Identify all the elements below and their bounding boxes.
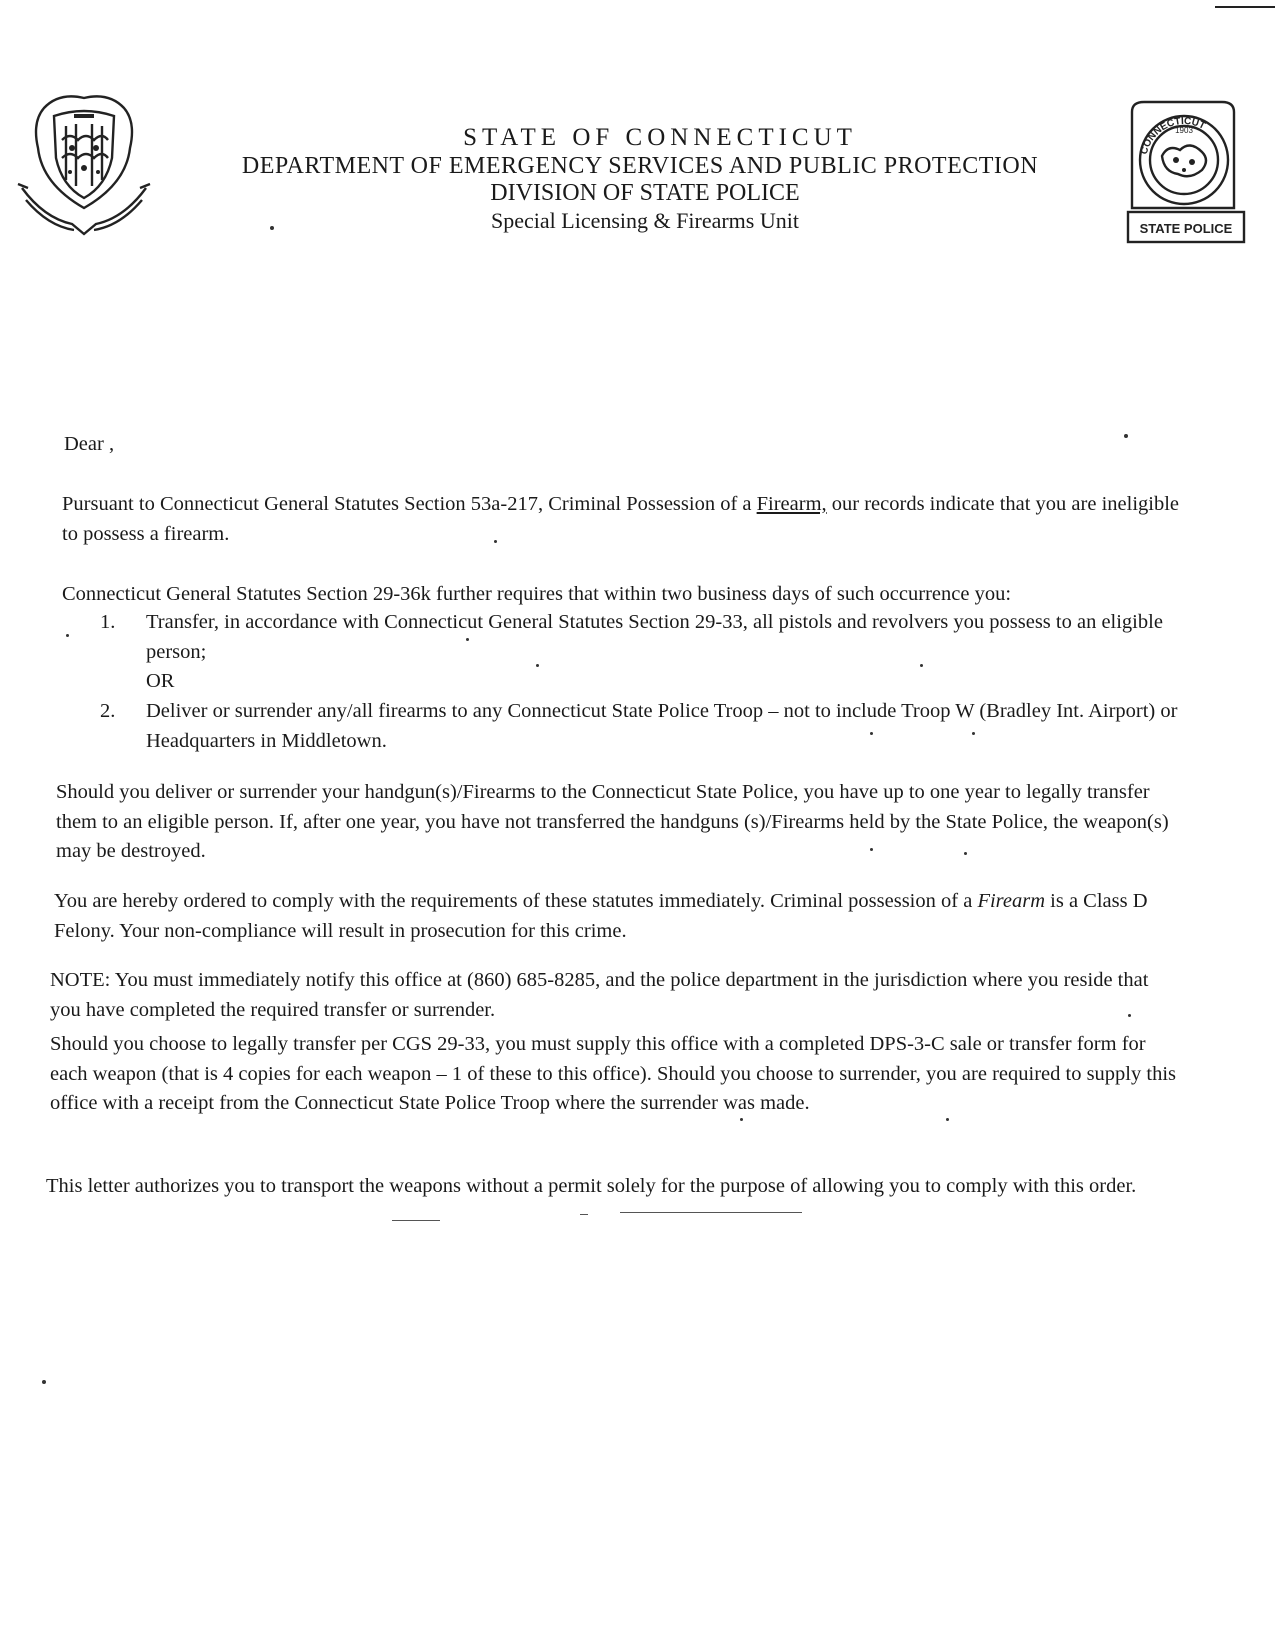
para1-pre: Pursuant to Connecticut General Statutes Section 53a-217, Criminal Possession of a	[62, 493, 757, 515]
letterhead-unit: Special Licensing & Firearms Unit	[491, 207, 799, 233]
letterhead	[170, 124, 1110, 233]
scan-speck	[66, 634, 69, 637]
list-item-number: 2.	[100, 700, 116, 723]
scan-speck	[870, 732, 873, 735]
scan-speck	[1124, 434, 1128, 438]
or-separator: OR	[146, 670, 175, 693]
scan-speck	[870, 848, 873, 851]
scan-speck	[920, 664, 923, 667]
scan-speck	[494, 540, 497, 543]
requirements-list	[100, 608, 1180, 757]
seal-top-text: CONNECTICUT	[1138, 115, 1208, 156]
scan-speck	[964, 852, 967, 855]
letterhead-department: DEPARTMENT OF EMERGENCY SERVICES AND PUBLIC PROTECTION	[241, 152, 1039, 179]
paragraph-note: NOTE: You must immediately notify this office at (860) 685-8285, and the police department in the jurisdiction where you reside that you have completed the required transfer or surrender.	[50, 969, 1149, 1021]
paragraph-ineligibility	[62, 490, 1182, 549]
list-item-text: Transfer, in accordance with Connecticut General Statutes Section 29-33, all pistols and revolvers you possess to an eligible person;	[146, 611, 1163, 663]
paragraph-order	[54, 887, 1174, 946]
para4-pre: You are hereby ordered to comply with the requirements of these statutes immediately. Criminal possession of a	[54, 890, 978, 912]
scan-speck	[270, 226, 274, 230]
firearm-term: Firearm,	[756, 493, 827, 515]
list-item-text: Deliver or surrender any/all firearms to any Connecticut State Police Troop – not to include Troop W (Bradley Int. Airport) or Headquarters in Middletown.	[146, 700, 1178, 752]
para1-post: our records indicate that you are ineligible to possess a firearm.	[62, 493, 1180, 545]
svg-text:CONNECTICUT	[1139, 116, 1207, 156]
scan-dash	[580, 1214, 588, 1215]
list-item	[100, 697, 1180, 756]
scan-dash	[392, 1220, 440, 1221]
letterhead-state: STATE OF CONNECTICUT	[463, 124, 857, 151]
scan-speck	[1128, 1014, 1131, 1017]
scan-speck	[42, 1380, 46, 1384]
seal-bottom-text: STATE POLICE	[1139, 221, 1233, 236]
scan-speck	[740, 1118, 743, 1121]
para4-firearm: Firearm	[977, 890, 1046, 912]
scan-speck	[972, 732, 975, 735]
list-item	[100, 608, 1180, 667]
seal-year: 1903	[1175, 126, 1193, 135]
scan-speck	[946, 1118, 949, 1121]
paragraph-transport-authorization: This letter authorizes you to transport the weapons without a permit solely for the purpose of allowing you to comply with this order.	[46, 1175, 1137, 1197]
scan-speck	[466, 638, 469, 641]
state-seal-icon	[14, 88, 154, 248]
state-police-seal-icon	[1118, 100, 1248, 250]
scan-speck	[536, 664, 539, 667]
paragraph-surrender-period: Should you deliver or surrender your handgun(s)/Firearms to the Connecticut State Police, you have up to one year to legally transfer them to an eligible person. If, after one year, you have not transferred the handguns (s)/Firearms held by the State Police, the weapon(s) may be destroyed.	[56, 781, 1169, 863]
scan-dash	[620, 1212, 802, 1213]
paragraph-requirements-intro: Connecticut General Statutes Section 29-36k further requires that within two business days of such occurrence you:	[62, 583, 1012, 605]
greeting: Dear ,	[64, 433, 115, 455]
corner-rule	[1215, 6, 1275, 8]
para4-post: is a Class D Felony. Your non-compliance will result in prosecution for this crime.	[54, 890, 1148, 942]
list-item-number: 1.	[100, 611, 116, 633]
paragraph-transfer-instructions: Should you choose to legally transfer per CGS 29-33, you must supply this office with a completed DPS-3-C sale or transfer form for each weapon (that is 4 copies for each weapon – 1 of these to this office). Should you choose to surrender, you are required to supply this office with a receipt from the Connecticut State Police Troop where the surrender was made.	[50, 1033, 1176, 1115]
letterhead-division: DIVISION OF STATE POLICE	[490, 180, 800, 207]
